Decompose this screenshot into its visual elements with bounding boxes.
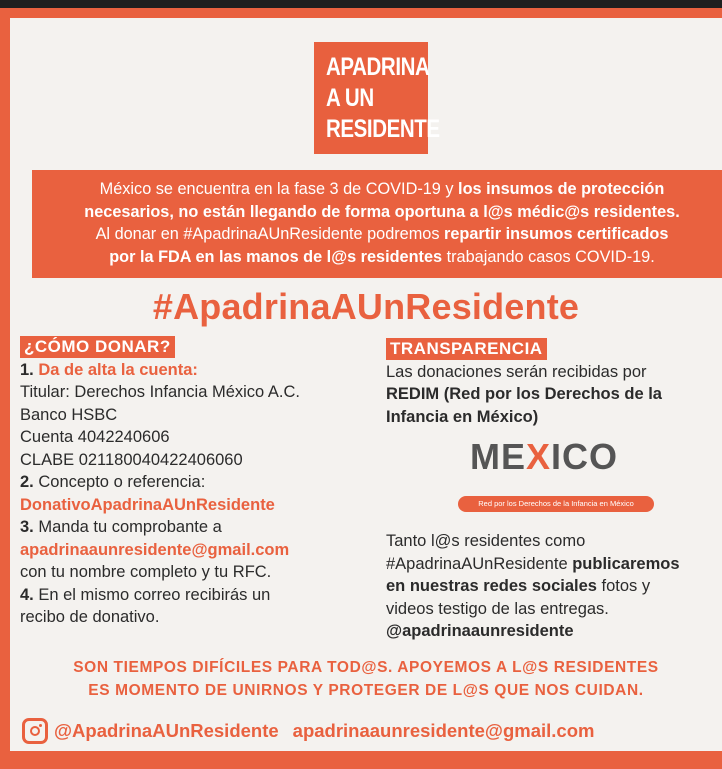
closing-message [10,656,722,702]
banner-bold-text: por la FDA en las manos de l@s residentes [109,247,443,266]
social-bold: publicaremos [572,554,680,573]
step-3-detail: con tu nombre completo y tu RFC. [20,563,272,581]
social-hashtag: #ApadrinaAUnResidente [386,554,573,573]
donate-section [20,336,390,629]
clabe-number: CLABE 021180040422406060 [20,450,243,469]
banner-line-4 [32,246,722,269]
banner-bold-text: los insumos de protección [458,180,665,198]
social-bar [22,714,722,748]
campaign-logo [314,42,440,154]
logo-letters: ME [470,436,526,477]
social-handle-text[interactable]: @apadrinaaunresidente [386,622,574,640]
transparency-section [386,338,722,643]
step-4 [20,584,390,607]
social-text-3 [386,575,722,598]
step-1 [20,359,390,382]
social-text-4: videos testigo de las entregas. [386,599,609,618]
step-3 [20,516,390,539]
account-holder: Titular: Derechos Infancia México A.C. [20,383,301,401]
redim-logo-word [470,436,619,477]
transparency-text-1: Las donaciones serán recibidas por [386,362,647,381]
transparency-text-3: Infancia en México) [386,407,539,426]
step-4-detail: recibo de donativo. [20,608,160,626]
bank-name: Banco HSBC [20,405,118,424]
banner-text: Al donar en #ApadrinaAUnResidente podremos [95,225,445,243]
step-number: 4. [20,585,34,604]
social-bold: en nuestras redes sociales [386,577,597,595]
step-number: 3. [20,518,34,536]
logo-line-3: RESIDENTE [326,114,440,143]
closing-line-1: SON TIEMPOS DIFÍCILES PARA TOD@S. APOYEMOS A L@S RESIDENTES [73,659,659,676]
email-link[interactable]: apadrinaaunresidente@gmail.com [20,540,290,559]
banner-bold-text: repartir insumos certificados [444,225,669,243]
hashtag-title: #ApadrinaAUnResidente [152,286,580,327]
logo-line-2: A UN [326,83,374,112]
step-number: 2. [20,473,34,491]
banner-line-2 [32,201,722,224]
social-text-1: Tanto l@s residentes como [386,532,586,550]
logo-letters: ICO [551,436,619,477]
poster-card [10,18,722,751]
banner-bold-text: necesarios, no están llegando de forma oportuna a l@s médic@s residentes. [84,202,680,221]
step-title: Manda tu comprobante a [33,518,222,536]
step-2 [20,471,390,494]
transparency-text-2: REDIM (Red por los Derechos de la [386,385,662,403]
closing-line-2: ES MOMENTO DE UNIRNOS Y PROTEGER DE L@S QUE NOS CUIDAN. [88,682,644,699]
donate-heading: ¿CÓMO DONAR? [20,336,175,358]
banner-text: México se encuentra en la fase 3 de COVID-19 y [99,180,459,198]
redim-logo [386,436,722,520]
instagram-handle[interactable]: @ApadrinaAUnResidente [54,720,279,741]
logo-line-1: APADRINA [326,52,430,81]
social-text: fotos y [596,577,651,595]
step-title: En el mismo correo recibirás un [33,585,271,604]
info-banner [32,170,722,278]
redim-logo-tagline: Red por los Derechos de la Infancia en México [458,496,654,512]
step-number: 1. [20,360,34,379]
step-title: Concepto o referencia: [33,473,206,491]
step-title: Da de alta la cuenta: [38,360,198,379]
reference-concept: DonativoApadrinaAUnResidente [20,495,275,514]
banner-text: trabajando casos COVID-19. [442,247,655,266]
transparency-heading: TRANSPARENCIA [386,338,547,360]
instagram-icon[interactable] [22,718,48,744]
banner-line-3 [32,223,722,246]
logo-x-figure: X [526,436,552,477]
account-number: Cuenta 4042240606 [20,428,170,446]
social-text-2 [386,553,722,576]
contact-email[interactable]: apadrinaaunresidente@gmail.com [292,720,595,741]
banner-line-1 [32,178,722,201]
poster-frame [0,8,722,769]
